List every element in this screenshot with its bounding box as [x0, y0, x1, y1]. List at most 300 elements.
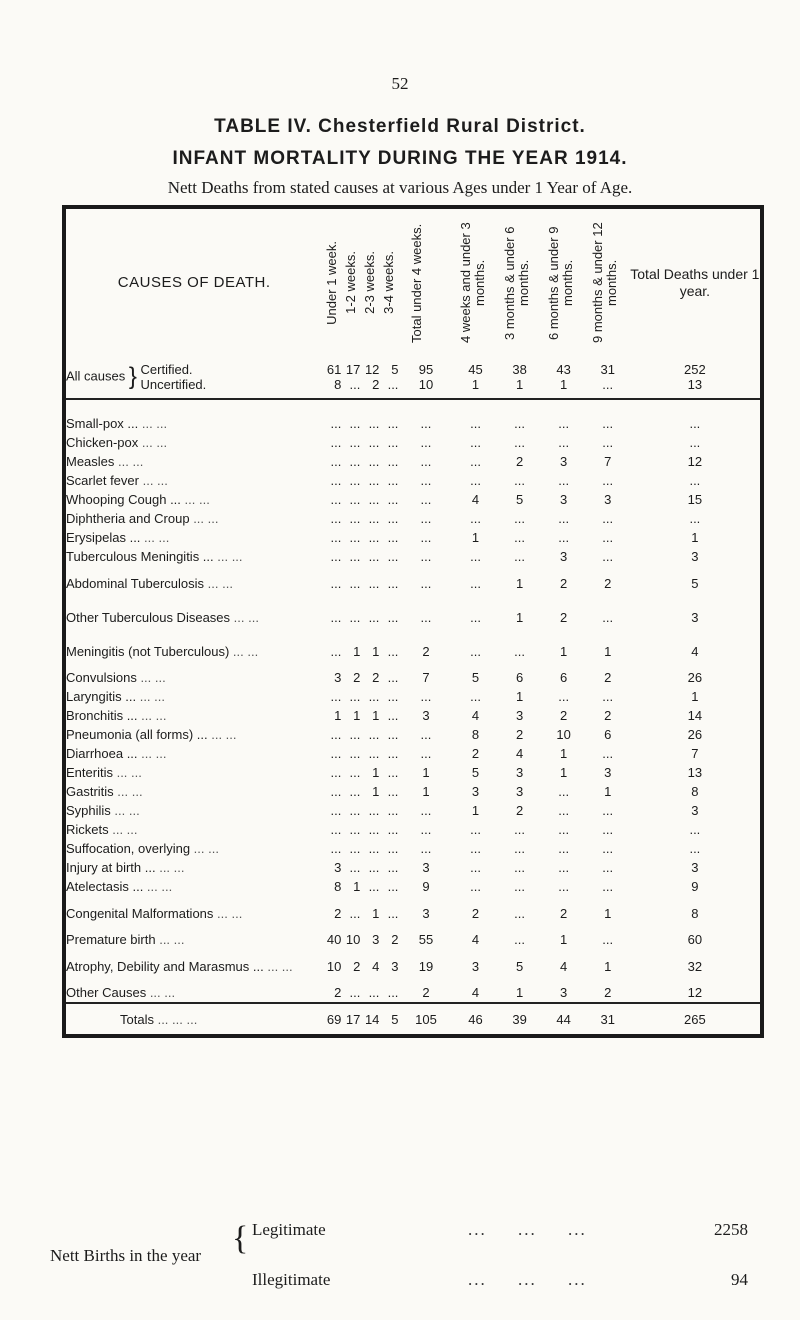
col-header: 3-4 weeks. [380, 251, 396, 314]
cell-value: 2 [560, 708, 568, 723]
table-row [64, 528, 762, 547]
cell-value: ... [470, 689, 481, 704]
cell-value: ... [387, 879, 399, 894]
col-header: 3 months & under 6 months. [501, 225, 531, 340]
cell-value: ... [514, 822, 526, 837]
cell-value: ... [368, 746, 380, 761]
cell-value: ... [602, 473, 614, 488]
cell-value: ... [349, 822, 361, 837]
cell-value: ... [368, 492, 380, 507]
cell-value: ... [514, 932, 526, 947]
cell-value: ... [349, 727, 361, 742]
cell-value: ... [387, 689, 399, 704]
cell-value: 32 [687, 958, 703, 974]
cell-value: 10 [326, 958, 342, 974]
cell-value: ... [387, 841, 399, 856]
uncertified-value: 1 [471, 377, 480, 392]
cell-value: 8 [471, 727, 480, 742]
cause-label: Measles ... ... [66, 454, 144, 469]
cell-value: 2 [604, 670, 612, 685]
cell-value: ... [420, 492, 432, 507]
cell-value: 5 [515, 492, 524, 507]
cell-value: 3 [560, 454, 568, 469]
total-deaths-header: Total Deaths under 1 year. [630, 265, 760, 299]
cell-value: ... [330, 454, 342, 469]
cell-value: 3 [691, 803, 699, 818]
table-row [64, 687, 762, 706]
cell-value: ... [349, 765, 361, 780]
cell-value: ... [330, 784, 342, 799]
cell-value: ... [387, 511, 399, 526]
cell-value: 3 [691, 860, 699, 875]
cell-value: ... [330, 689, 342, 704]
cause-label: Diphtheria and Croup ... ... [66, 511, 219, 526]
cell-value: ... [349, 841, 361, 856]
cell-value: ... [330, 727, 342, 742]
cell-value: ... [470, 841, 481, 856]
cause-label: Meningitis (not Tuberculous) ... ... [66, 643, 259, 659]
table-row [64, 433, 762, 452]
cause-label: Rickets ... ... [66, 822, 138, 837]
cell-value: 1 [422, 765, 430, 780]
cell-value: ... [349, 609, 361, 625]
table-row [64, 744, 762, 763]
cell-value: 12 [687, 454, 703, 469]
table-row [64, 490, 762, 509]
table-row [64, 452, 762, 471]
cell-value: 3 [560, 492, 568, 507]
cell-value: 1 [691, 530, 699, 545]
cell-value: ... [470, 454, 481, 469]
cell-value: ... [602, 609, 614, 625]
cell-value: ... [602, 822, 614, 837]
cell-value: ... [330, 822, 342, 837]
all-causes-cell [379, 356, 398, 399]
cause-label: Chicken-pox ... ... [66, 435, 168, 450]
cell-value: ... [420, 822, 432, 837]
col-header: 9 months & under 12 months. [589, 222, 619, 343]
cell-value: 10 [345, 932, 361, 947]
col-header: 4 weeks and under 3 months. [457, 222, 487, 343]
cell-value: ... [470, 609, 481, 625]
births-legit-label: Legitimate [252, 1220, 326, 1239]
cause-label: Scarlet fever ... ... [66, 473, 168, 488]
all-causes-cell [542, 356, 586, 399]
cell-value: ... [330, 473, 342, 488]
cell-value: ... [387, 860, 399, 875]
cell-value: ... [470, 549, 481, 564]
uncertified-value: 10 [418, 377, 434, 392]
cell-value: 7 [422, 670, 430, 685]
cell-value: 5 [691, 575, 699, 591]
cell-value: ... [558, 473, 570, 488]
cell-value: 60 [687, 932, 703, 947]
cell-value: ... [420, 473, 432, 488]
cell-value: 3 [560, 985, 568, 1000]
cell-value: 3 [471, 958, 480, 974]
cell-value: ... [349, 746, 361, 761]
cell-value: ... [349, 803, 361, 818]
cell-value: ... [387, 905, 399, 921]
cell-value: ... [420, 435, 432, 450]
cell-value: 2 [422, 985, 430, 1000]
cell-value: ... [349, 416, 361, 431]
cell-value: 6 [604, 727, 612, 742]
cell-value: ... [602, 511, 614, 526]
cell-value: ... [368, 689, 380, 704]
cell-value: ... [387, 670, 399, 685]
cell-value: ... [330, 549, 342, 564]
cell-value: 3 [560, 549, 568, 564]
cell-value: ... [514, 643, 526, 659]
cell-value: 2 [604, 708, 612, 723]
total-value: 69 [322, 1003, 341, 1036]
cell-value: ... [689, 473, 701, 488]
page-number: 52 [391, 74, 409, 93]
cell-value: ... [349, 530, 361, 545]
causes-header: CAUSES OF DEATH. [117, 274, 271, 291]
table-header-row [64, 207, 762, 356]
cell-value: ... [689, 822, 701, 837]
cell-value: ... [387, 530, 399, 545]
cell-value: 9 [691, 879, 699, 894]
cell-value: 2 [515, 803, 524, 818]
cell-value: ... [349, 492, 361, 507]
cell-value: 1 [353, 879, 361, 894]
cell-value: ... [330, 609, 342, 625]
totals-label: Totals ... ... ... [64, 1003, 322, 1036]
cause-label: Pneumonia (all forms) ... ... ... [66, 727, 237, 742]
cause-label: Convulsions ... ... [66, 670, 166, 685]
cell-value: ... [387, 985, 399, 1000]
cell-value: ... [387, 784, 399, 799]
certified-value: 17 [345, 362, 361, 377]
cell-value: ... [420, 727, 432, 742]
table-row [64, 471, 762, 490]
cell-value: ... [368, 985, 380, 1000]
col-header: Total under 4 weeks. [408, 222, 424, 343]
table-row [64, 668, 762, 687]
certified-value: 95 [418, 362, 434, 377]
cell-value: ... [470, 860, 481, 875]
cell-value: ... [558, 511, 570, 526]
cell-value: ... [330, 435, 342, 450]
cell-value: 5 [471, 670, 480, 685]
cell-value: ... [387, 575, 399, 591]
cell-value: 1 [515, 575, 524, 591]
cell-value: ... [387, 609, 399, 625]
cell-value: ... [558, 416, 570, 431]
cell-value: ... [514, 416, 526, 431]
births-illegit-value: 94 [731, 1270, 748, 1289]
infant-mortality-table [62, 205, 764, 1038]
cell-value: 40 [326, 932, 342, 947]
cell-value: ... [558, 784, 570, 799]
cell-value: ... [349, 575, 361, 591]
cell-value: 1 [372, 784, 380, 799]
cell-value: ... [602, 803, 614, 818]
cell-value: 2 [515, 454, 524, 469]
cell-value: 1 [353, 708, 361, 723]
cell-value: ... [689, 511, 701, 526]
cause-label: Congenital Malformations ... ... [66, 905, 243, 921]
all-causes-cell [360, 356, 379, 399]
cell-value: ... [349, 549, 361, 564]
table-row [64, 801, 762, 820]
cause-label: Atrophy, Debility and Marasmus ... ... ... [66, 958, 293, 974]
cell-value: ... [368, 473, 380, 488]
cause-label: Injury at birth ... ... ... [66, 860, 185, 875]
cell-value: 3 [422, 905, 430, 921]
uncertified-value: ... [602, 377, 614, 392]
cell-value: ... [349, 689, 361, 704]
cell-value: 1 [515, 609, 524, 625]
total-value: 17 [341, 1003, 360, 1036]
cell-value: 1 [604, 958, 612, 974]
cell-value: ... [558, 803, 570, 818]
uncertified-value: 2 [372, 377, 380, 392]
cell-value: 4 [691, 643, 699, 659]
table-row [64, 547, 762, 566]
table-row [64, 896, 762, 930]
cell-value: 2 [560, 575, 568, 591]
cell-value: 2 [604, 575, 612, 591]
births-label: Nett Births in the year [50, 1246, 202, 1265]
cell-value: ... [330, 530, 342, 545]
all-causes-label: All causes } Certified. Uncertified. [64, 356, 322, 399]
cause-label: Bronchitis ... ... ... [66, 708, 167, 723]
cell-value: ... [349, 784, 361, 799]
cell-value: ... [602, 932, 614, 947]
cause-label: Abdominal Tuberculosis ... ... [66, 575, 233, 591]
cause-label: Other Causes ... ... [66, 985, 176, 1000]
cell-value: ... [420, 575, 432, 591]
cause-label: Laryngitis ... ... ... [66, 689, 165, 704]
cell-value: ... [420, 549, 432, 564]
table-row [64, 949, 762, 983]
cell-value: ... [514, 860, 526, 875]
cell-value: 1 [604, 643, 612, 659]
uncertified-value: 1 [560, 377, 568, 392]
cell-value: 1 [604, 784, 612, 799]
cell-value: ... [602, 689, 614, 704]
cell-value: ... [420, 511, 432, 526]
cause-label: Enteritis ... ... [66, 765, 142, 780]
certified-value: 5 [391, 362, 399, 377]
all-causes-row [64, 356, 762, 399]
cell-value: ... [420, 841, 432, 856]
cell-value: ... [368, 454, 380, 469]
cell-value: 1 [515, 689, 524, 704]
cell-value: 2 [560, 609, 568, 625]
cell-value: 3 [334, 860, 342, 875]
col-header: 1-2 weeks. [342, 251, 358, 314]
cell-value: 2 [515, 727, 524, 742]
cause-label: Small-pox ... ... ... [66, 416, 168, 431]
cause-label: Other Tuberculous Diseases ... ... [66, 609, 259, 625]
all-causes-cell [498, 356, 542, 399]
cell-value: ... [330, 803, 342, 818]
cell-value: ... [602, 746, 614, 761]
all-causes-cell [341, 356, 360, 399]
cell-value: ... [330, 511, 342, 526]
cell-value: 2 [353, 958, 361, 974]
cell-value: 3 [515, 784, 524, 799]
certified-value: 252 [684, 362, 706, 377]
cell-value: ... [349, 985, 361, 1000]
all-causes-cell [454, 356, 498, 399]
cell-value: 3 [691, 549, 699, 564]
cell-value: 14 [687, 708, 703, 723]
table-row [64, 509, 762, 528]
cell-value: 2 [471, 905, 480, 921]
all-causes-cell [322, 356, 341, 399]
total-value: 31 [586, 1003, 630, 1036]
cell-value: 2 [471, 746, 480, 761]
cell-value: 1 [471, 803, 480, 818]
cell-value: ... [558, 879, 570, 894]
cell-value: 4 [471, 492, 480, 507]
table-row [64, 839, 762, 858]
cell-value: ... [349, 435, 361, 450]
cell-value: ... [514, 511, 526, 526]
table-row [64, 782, 762, 801]
cell-value: ... [420, 746, 432, 761]
cell-value: 1 [691, 689, 699, 704]
cell-value: ... [349, 454, 361, 469]
cell-value: 4 [372, 958, 380, 974]
all-causes-cell [630, 356, 762, 399]
cell-value: 2 [353, 670, 361, 685]
cell-value: ... [349, 860, 361, 875]
cause-label: Tuberculous Meningitis ... ... ... [66, 549, 243, 564]
cell-value: ... [387, 765, 399, 780]
certified-value: 61 [326, 362, 342, 377]
cell-value: ... [420, 416, 432, 431]
cell-value: 19 [418, 958, 434, 974]
table-row [64, 725, 762, 744]
cell-value: 2 [604, 985, 612, 1000]
cell-value: 3 [334, 670, 342, 685]
certified-value: 43 [556, 362, 571, 377]
cell-value: ... [514, 905, 526, 921]
cell-value: 3 [422, 860, 430, 875]
cell-value: 4 [515, 746, 524, 761]
cell-value: 15 [687, 492, 703, 507]
cause-label: Gastritis ... ... [66, 784, 143, 799]
cell-value: ... [689, 841, 701, 856]
total-value: 265 [630, 1003, 762, 1036]
cell-value: ... [368, 530, 380, 545]
uncertified-value: ... [349, 377, 361, 392]
table-row [64, 706, 762, 725]
certified-value: 12 [364, 362, 380, 377]
cell-value: ... [368, 803, 380, 818]
births-illegit-label: Illegitimate [252, 1270, 331, 1289]
cell-value: ... [514, 435, 526, 450]
cell-value: 7 [604, 454, 612, 469]
table-row [64, 763, 762, 782]
page-title: TABLE IV. Chesterfield Rural District. [214, 116, 586, 137]
cell-value: 1 [560, 643, 568, 659]
cell-value: 3 [372, 932, 380, 947]
cell-value: ... [349, 905, 361, 921]
cell-value: 1 [372, 905, 380, 921]
cell-value: 26 [687, 670, 703, 685]
certified-value: 45 [468, 362, 483, 377]
cell-value: 3 [422, 708, 430, 723]
cell-value: ... [602, 549, 614, 564]
cause-label: Premature birth ... ... [66, 932, 185, 947]
cell-value: 1 [560, 746, 568, 761]
cell-value: 1 [372, 643, 380, 659]
cause-label: Erysipelas ... ... ... [66, 530, 170, 545]
cell-value: 2 [391, 932, 399, 947]
cell-value: ... [558, 689, 570, 704]
cause-label: Suffocation, overlying ... ... [66, 841, 219, 856]
cell-value: ... [514, 879, 526, 894]
all-causes-cell [398, 356, 453, 399]
cell-value: ... [470, 416, 481, 431]
cell-value: ... [387, 435, 399, 450]
total-value: 44 [542, 1003, 586, 1036]
cell-value: ... [420, 803, 432, 818]
cell-value: ... [368, 841, 380, 856]
uncertified-value: ... [387, 377, 399, 392]
cell-value: ... [689, 416, 701, 431]
cell-value: 8 [334, 879, 342, 894]
cell-value: 3 [471, 784, 480, 799]
cell-value: 8 [691, 905, 699, 921]
cell-value: ... [387, 549, 399, 564]
births-legit-value: 2258 [714, 1220, 748, 1239]
table-row [64, 877, 762, 896]
cell-value: 1 [471, 530, 480, 545]
cell-value: 4 [471, 985, 480, 1000]
cell-value: 2 [422, 643, 430, 659]
cell-value: ... [420, 689, 432, 704]
cell-value: ... [387, 803, 399, 818]
cell-value: 3 [604, 492, 612, 507]
cell-value: ... [368, 435, 380, 450]
cell-value: ... [470, 822, 481, 837]
cell-value: ... [349, 473, 361, 488]
cell-value: ... [558, 435, 570, 450]
cell-value: ... [330, 841, 342, 856]
page-subtitle: INFANT MORTALITY DURING THE YEAR 1914. [172, 148, 628, 169]
cell-value: ... [330, 746, 342, 761]
cell-value: 1 [372, 765, 380, 780]
uncertified-value: 1 [515, 377, 524, 392]
cell-value: ... [420, 454, 432, 469]
cell-value: ... [349, 511, 361, 526]
cell-value: ... [602, 879, 614, 894]
cell-value: ... [368, 727, 380, 742]
table-row [64, 858, 762, 877]
cell-value: ... [330, 492, 342, 507]
cell-value: ... [558, 822, 570, 837]
cell-value: ... [558, 530, 570, 545]
cell-value: 6 [515, 670, 524, 685]
cell-value: ... [368, 822, 380, 837]
totals-row [64, 1003, 762, 1036]
cell-value: 1 [353, 643, 361, 659]
cell-value: ... [470, 511, 481, 526]
cell-value: 1 [334, 708, 342, 723]
cell-value: ... [470, 575, 481, 591]
cell-value: 13 [687, 765, 703, 780]
cell-value: ... [514, 530, 526, 545]
